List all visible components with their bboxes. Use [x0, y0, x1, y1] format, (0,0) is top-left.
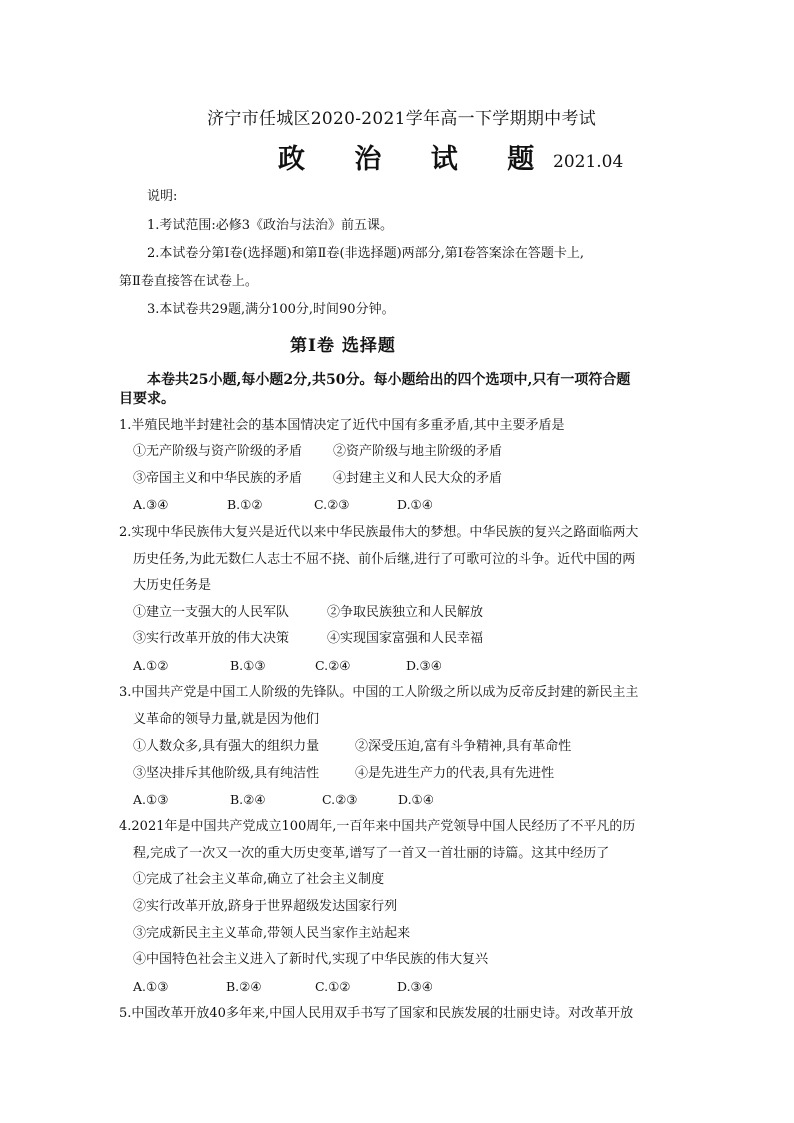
- question-4-choice-d: D.③④: [397, 979, 433, 994]
- instruction-item: 1.考试范围:必修3《政治与法治》前五课。: [147, 218, 394, 233]
- question-3-option-3: ③坚决排斥其他阶级,具有纯洁性: [133, 766, 320, 781]
- question-1-option-3: ③帝国主义和中华民族的矛盾: [133, 471, 303, 486]
- exam-subtitle: 济宁市任城区2020-2021学年高一下学期期中考试: [207, 109, 597, 129]
- instruction-item: 第Ⅱ卷直接答在试卷上。: [119, 274, 258, 289]
- question-1-stem: 1.半殖民地半封建社会的基本国情决定了近代中国有多重矛盾,其中主要矛盾是: [119, 418, 565, 433]
- question-2-option-2: ②争取民族独立和人民解放: [327, 605, 484, 620]
- question-3-stem: 义革命的领导力量,就是因为他们: [133, 712, 320, 727]
- question-1-option-4: ④封建主义和人民大众的矛盾: [333, 471, 503, 486]
- question-2-stem: 历史任务,为此无数仁人志士不屈不挠、前仆后继,进行了可歌可泣的斗争。近代中国的两: [133, 552, 636, 567]
- question-3-choice-c: C.②③: [322, 792, 358, 807]
- question-2-stem: 大历史任务是: [133, 578, 212, 593]
- question-2-choice-d: D.③④: [406, 658, 442, 673]
- question-1-choice-c: C.②③: [314, 497, 350, 512]
- question-1-option-1: ①无产阶级与资产阶级的矛盾: [133, 444, 303, 459]
- section-intro: 本卷共25小题,每小题2分,共50分。每小题给出的四个选项中,只有一项符合题: [147, 372, 631, 388]
- instruction-item: 2.本试卷分第Ⅰ卷(选择题)和第Ⅱ卷(非选择题)两部分,第Ⅰ卷答案涂在答题卡上,: [147, 246, 585, 261]
- question-4-option-1: ①完成了社会主义革命,确立了社会主义制度: [133, 872, 385, 887]
- question-4-choice-b: B.②④: [226, 979, 262, 994]
- question-2-option-4: ④实现国家富强和人民幸福: [327, 631, 484, 646]
- question-1-option-2: ②资产阶级与地主阶级的矛盾: [333, 444, 503, 459]
- question-2-option-1: ①建立一支强大的人民军队: [133, 605, 290, 620]
- question-3-stem: 3.中国共产党是中国工人阶级的先锋队。中国的工人阶级之所以成为反帝反封建的新民主主: [119, 685, 639, 700]
- exam-title: 政 治 试 题: [278, 144, 555, 175]
- question-3-choice-a: A.①③: [133, 792, 169, 807]
- instruction-item: 3.本试卷共29题,满分100分,时间90分钟。: [147, 302, 395, 317]
- section-title: 第Ⅰ卷 选择题: [290, 336, 396, 356]
- question-2-choice-c: C.②④: [315, 658, 351, 673]
- exam-date: 2021.04: [553, 152, 624, 172]
- question-3-option-1: ①人数众多,具有强大的组织力量: [133, 739, 320, 754]
- question-4-option-3: ③完成新民主主义革命,带领人民当家作主站起来: [133, 926, 411, 941]
- question-3-option-4: ④是先进生产力的代表,具有先进性: [355, 766, 555, 781]
- question-4-choice-a: A.①③: [133, 979, 169, 994]
- instructions-heading: 说明:: [147, 189, 178, 204]
- question-1-choice-b: B.①②: [227, 497, 263, 512]
- question-2-stem: 2.实现中华民族伟大复兴是近代以来中华民族最伟大的梦想。中华民族的复兴之路面临两大: [119, 525, 639, 540]
- question-4-option-2: ②实行改革开放,跻身于世界超级发达国家行列: [133, 899, 398, 914]
- question-4-stem: 4.2021年是中国共产党成立100周年,一百年来中国共产党领导中国人民经历了不平凡的历: [119, 819, 636, 834]
- question-1-choice-a: A.③④: [133, 497, 169, 512]
- question-4-choice-c: C.①②: [315, 979, 351, 994]
- question-5-stem: 5.中国改革开放40多年来,中国人民用双手书写了国家和民族发展的壮丽史诗。对改革开放: [119, 1006, 634, 1021]
- question-2-choice-b: B.①③: [230, 658, 266, 673]
- question-4-stem: 程,完成了一次又一次的重大历史变革,谱写了一首又一首壮丽的诗篇。这其中经历了: [133, 846, 610, 861]
- question-3-option-2: ②深受压迫,富有斗争精神,具有革命性: [355, 739, 572, 754]
- question-3-choice-d: D.①④: [398, 792, 434, 807]
- question-2-choice-a: A.①②: [133, 658, 169, 673]
- section-intro: 目要求。: [119, 391, 175, 407]
- question-2-option-3: ③实行改革开放的伟大决策: [133, 631, 290, 646]
- question-3-choice-b: B.②④: [230, 792, 266, 807]
- question-1-choice-d: D.①④: [397, 497, 433, 512]
- question-4-option-4: ④中国特色社会主义进入了新时代,实现了中华民族的伟大复兴: [133, 952, 489, 967]
